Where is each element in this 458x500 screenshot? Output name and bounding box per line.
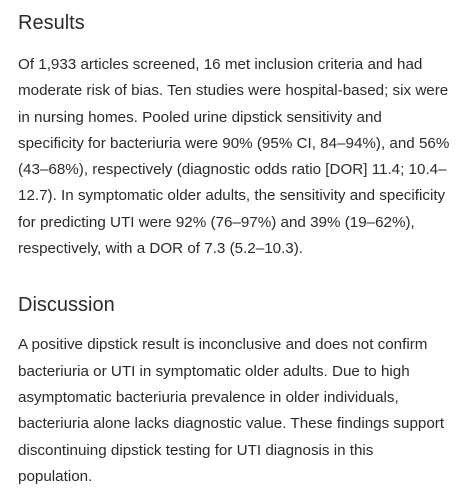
results-paragraph: Of 1,933 articles screened, 16 met inclusion criteria and had moderate risk of bias. Ten studies were hospital-based; six were in nursing homes. Pooled urine dipstick sensitivity and specificity for bacteriuria were 90% (95% CI, 84–94%), and 56% (43–68%), respectively (diagnostic odds ratio [DOR] 11.4; 10.4–12.7). In symptomatic older adults, the sensitivity and specificity for predicting UTI were 92% (76–97%) and 39% (19–62%), respectively, with a DOR of 7.3 (5.2–10.3). [18, 56, 450, 258]
article-content [18, 10, 450, 490]
results-heading: Results [18, 12, 85, 34]
discussion-paragraph: A positive dipstick result is inconclusive and does not confirm bacteriuria or UTI in symptomatic older adults. Due to high asymptomatic bacteriuria prevalence in older individuals, bacteriuria alone lacks diagnostic value. These findings support discontinuing dipstick testing for UTI diagnosis in this population. [18, 336, 445, 485]
discussion-heading: Discussion [18, 294, 115, 317]
